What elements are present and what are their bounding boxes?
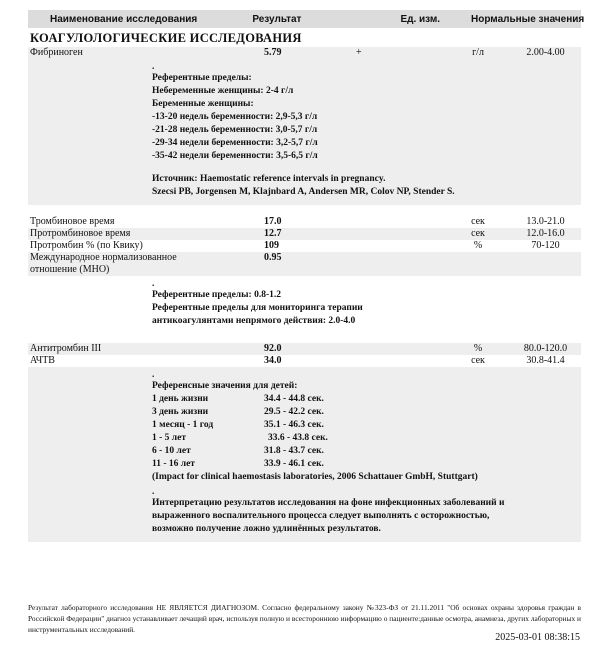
age-range-row xyxy=(152,445,581,458)
test-unit: сек xyxy=(471,355,485,366)
comment-title: Референсные значения для детей: xyxy=(152,381,298,391)
test-norm: 12.0-16.0 xyxy=(526,228,565,239)
comment-line: Референтные пределы: 0.8-1.2 xyxy=(152,290,281,300)
comment-dot: . xyxy=(152,487,155,497)
interpretation-line: Интерпретацию результатов исследования на фоне инфекционных заболеваний и xyxy=(152,498,505,508)
table-row-inr xyxy=(28,252,581,276)
test-result: 17.0 xyxy=(264,216,282,227)
comment-line: антикоагулянтами непрямого действия: 2.0-4.0 xyxy=(152,316,356,326)
fibrinogen-comment xyxy=(28,59,581,205)
header-unit: Ед. изм. xyxy=(400,13,441,25)
test-result: 12.7 xyxy=(264,228,282,239)
age-value: 31.8 - 43.7 сек. xyxy=(264,446,324,456)
age-label: 3 день жизни xyxy=(152,407,209,417)
test-norm: 30.8-41.4 xyxy=(526,355,565,366)
test-result: 0.95 xyxy=(264,252,282,263)
test-name: АЧТВ xyxy=(30,355,55,366)
comment-dot: . xyxy=(152,279,155,289)
aptt-comment xyxy=(28,367,581,542)
age-label: 11 - 16 лет xyxy=(152,459,195,469)
test-name: Тромбиновое время xyxy=(30,216,115,227)
age-label: 1 - 5 лет xyxy=(152,433,187,443)
age-value: 29.5 - 42.2 сек. xyxy=(264,407,324,417)
age-value: 33.6 - 43.8 сек. xyxy=(268,433,328,443)
interpretation-line: возможно получение ложно удлинённых результатов. xyxy=(152,524,381,534)
test-unit: сек xyxy=(471,228,485,239)
test-unit: сек xyxy=(471,216,485,227)
abnormal-flag: + xyxy=(356,47,362,58)
header-name: Наименование исследования xyxy=(50,13,198,25)
test-norm: 2.00-4.00 xyxy=(526,47,565,58)
section-title: КОАГУЛОЛОГИЧЕСКИЕ ИССЛЕДОВАНИЯ xyxy=(30,31,302,45)
test-name xyxy=(28,252,246,276)
age-value: 34.4 - 44.8 сек. xyxy=(264,394,324,404)
timestamp: 2025-03-01 08:38:15 xyxy=(495,632,580,643)
test-norm: 80.0-120.0 xyxy=(523,343,568,354)
comment-source: (Impact for clinical haemostasis laboratories, 2006 Schattauer GmbH, Stuttgart) xyxy=(152,472,478,482)
table-header xyxy=(28,10,585,28)
comment-source: Источник: Haemostatic reference intervals in pregnancy. xyxy=(152,174,386,184)
table-row-thrombin xyxy=(28,216,581,228)
test-name: Антитромбин III xyxy=(30,343,102,354)
interpretation-line: выраженного воспалительного процесса следует выполнять с осторожностью, xyxy=(152,511,490,521)
comment-source: Szecsi PB, Jorgensen M, Klajnbard A, Andersen MR, Colov NP, Stender S. xyxy=(152,187,455,197)
age-value: 35.1 - 46.3 сек. xyxy=(264,420,324,430)
comment-line: -35-42 недели беременности: 3,5-6,5 г/л xyxy=(152,151,318,161)
test-result: 109 xyxy=(264,240,279,251)
age-label: 1 месяц - 1 год xyxy=(152,420,214,430)
test-unit: % xyxy=(473,240,483,251)
table-row-aptt xyxy=(28,355,581,367)
test-name-line: отношение (МНО) xyxy=(30,264,110,275)
test-unit: г/л xyxy=(472,47,484,58)
comment-dot: . xyxy=(152,370,155,380)
test-unit: % xyxy=(473,343,483,354)
table-row-quick xyxy=(28,240,581,252)
table-row-fibrinogen xyxy=(28,47,581,59)
test-name-line: Международное нормализованное xyxy=(30,252,177,263)
test-norm: 70-120 xyxy=(531,240,560,251)
test-result: 34.0 xyxy=(264,355,282,366)
age-value: 33.9 - 46.1 сек. xyxy=(264,459,324,469)
test-norm: 13.0-21.0 xyxy=(526,216,565,227)
results-sheet xyxy=(28,10,585,542)
comment-line: Небеременные женщины: 2-4 г/л xyxy=(152,86,294,96)
age-range-row xyxy=(152,432,581,445)
age-label: 1 день жизни xyxy=(152,394,209,404)
comment-line: Беременные женщины: xyxy=(152,99,254,109)
age-range-row xyxy=(152,406,581,419)
age-range-row xyxy=(152,458,581,471)
age-label: 6 - 10 лет xyxy=(152,446,191,456)
table-row-prothrombin xyxy=(28,228,581,240)
age-range-row xyxy=(152,419,581,432)
age-range-row xyxy=(152,393,581,406)
test-name: Фибриноген xyxy=(30,47,83,58)
comment-line: -29-34 недели беременности: 3,2-5,7 г/л xyxy=(152,138,318,148)
comment-line: Референтные пределы: xyxy=(152,73,252,83)
test-name: Протромбин % (по Квику) xyxy=(30,240,143,251)
comment-line: -13-20 недель беременности: 2,9-5,3 г/л xyxy=(152,112,318,122)
inr-comment xyxy=(28,276,581,334)
test-result: 5.79 xyxy=(264,47,282,58)
test-name: Протромбиновое время xyxy=(30,228,131,239)
header-result: Результат xyxy=(252,13,302,25)
table-row-antithrombin xyxy=(28,343,581,355)
comment-line: Референтные пределы для мониторинга терапии xyxy=(152,303,363,313)
comment-line: -21-28 недель беременности: 3,0-5,7 г/л xyxy=(152,125,318,135)
comment-dot: . xyxy=(152,62,155,72)
header-norm: Нормальные значения xyxy=(471,13,585,25)
disclaimer: Результат лабораторного исследования НЕ ЯВЛЯЕТСЯ ДИАГНОЗОМ. Согласно федеральному закону №323-ФЗ от 21.11.2011 "Об основах охраны здоровья граждан в Российской Федерации" диагноз устанавливает лечащий врач, используя полную и всестороннюю информацию о пациенте:данные осмотра, анамнеза, других лабораторных и инструментальных исследований. xyxy=(28,603,581,634)
test-result: 92.0 xyxy=(264,343,282,354)
